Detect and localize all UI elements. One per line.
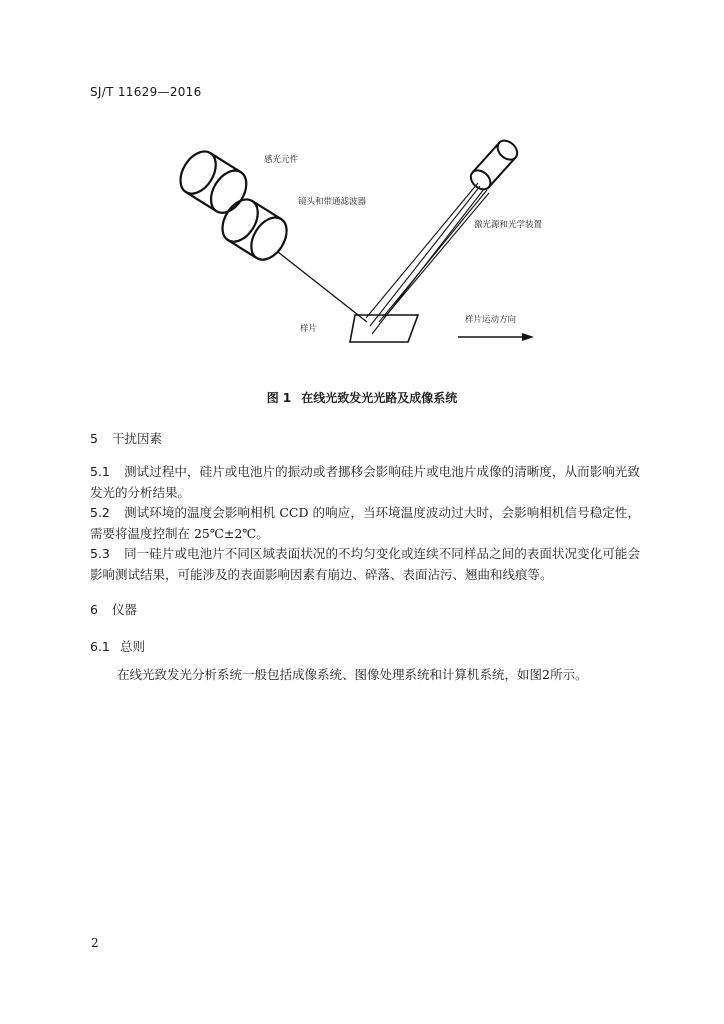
laser-cylinder bbox=[467, 137, 521, 193]
label-sample: 样片 bbox=[300, 324, 318, 334]
laser-beam bbox=[366, 183, 489, 334]
section-6-number: 6 bbox=[90, 602, 98, 617]
label-laser: 激光源和光学装置 bbox=[474, 220, 543, 230]
clause-5-3 bbox=[90, 544, 640, 585]
section-6-1-heading bbox=[90, 637, 145, 655]
clause-5-3-text: 同一硅片或电池片不同区域表面状况的不均匀变化或连续不同样品之间的表面状况变化可能会影响测试结果，可能涉及的表面影响因素有崩边、碎落、表面沾污、翘曲和线痕等。 bbox=[90, 546, 640, 582]
page-number: 2 bbox=[91, 936, 99, 950]
figure-caption bbox=[0, 389, 724, 406]
clause-5-2-number: 5.2 bbox=[90, 505, 110, 520]
clause-5-1 bbox=[90, 462, 640, 503]
figure-1 bbox=[0, 0, 724, 400]
standard-number: SJ/T 11629—2016 bbox=[90, 85, 202, 99]
label-direction: 样片运动方向 bbox=[465, 315, 517, 325]
section-6-1-number: 6.1 bbox=[90, 639, 110, 654]
imaging-ray bbox=[278, 252, 367, 322]
clause-5-3-number: 5.3 bbox=[90, 546, 110, 561]
clause-5-1-number: 5.1 bbox=[90, 464, 110, 479]
clause-5-2-text: 测试环境的温度会影响相机 CCD 的响应，当环境温度波动过大时，会影响相机信号稳定性，需要将温度控制在 25℃±2℃。 bbox=[90, 505, 640, 541]
section-6-title: 仪器 bbox=[112, 602, 138, 617]
section-6-1-title: 总则 bbox=[120, 639, 146, 654]
clause-5-1-text: 测试过程中，硅片或电池片的振动或者挪移会影响硅片或电池片成像的清晰度，从而影响光致发光的分析结果。 bbox=[90, 464, 640, 500]
label-sensor: 感光元件 bbox=[264, 155, 299, 165]
section-5-number: 5 bbox=[90, 431, 98, 446]
section-6-heading bbox=[90, 600, 137, 618]
section-6-1-body: 在线光致发光分析系统一般包括成像系统、图像处理系统和计算机系统，如图2所示。 bbox=[117, 667, 588, 682]
figure-caption-number: 图 1 bbox=[266, 391, 292, 405]
sensor-cylinder bbox=[173, 145, 253, 219]
figure-caption-text: 在线光致发光光路及成像系统 bbox=[301, 391, 458, 405]
direction-arrow bbox=[458, 333, 534, 341]
clause-5-2 bbox=[90, 503, 640, 544]
section-5-heading bbox=[90, 429, 162, 447]
section-5-title: 干扰因素 bbox=[112, 431, 163, 446]
label-lens-filter: 镜头和带通滤波器 bbox=[298, 197, 367, 207]
